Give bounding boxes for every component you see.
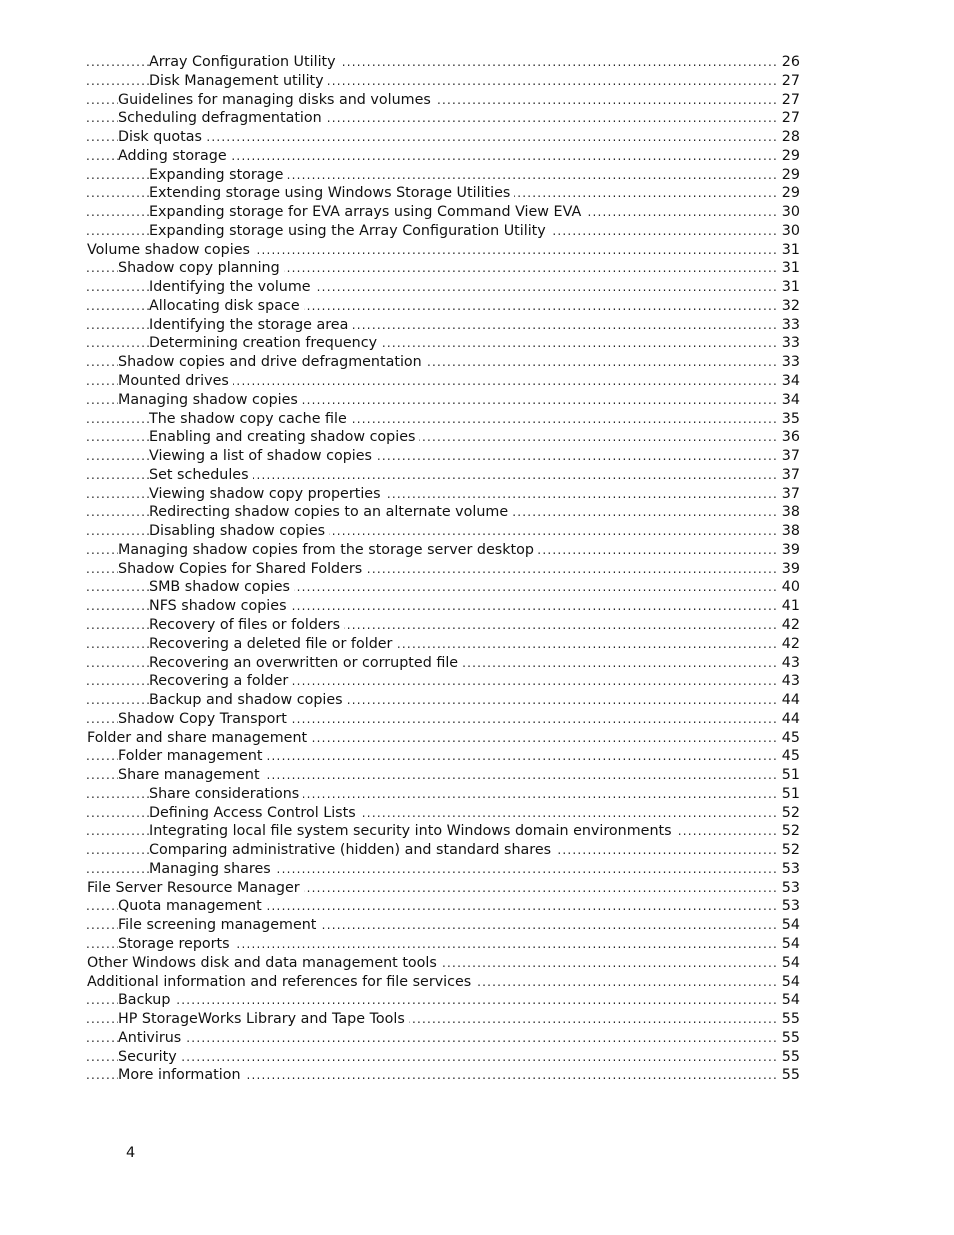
toc-entry[interactable] <box>0 560 954 579</box>
toc-entry-title[interactable]: Disabling shadow copies <box>149 522 329 541</box>
toc-entry-title[interactable]: Scheduling defragmentation <box>118 109 326 128</box>
toc-entry-page-number[interactable]: 45 <box>776 729 800 748</box>
toc-entry-title[interactable]: Quota management <box>118 897 266 916</box>
toc-entry-title[interactable]: Allocating disk space <box>149 297 304 316</box>
toc-entry[interactable] <box>0 503 954 522</box>
toc-entry-title[interactable]: Shadow Copies for Shared Folders <box>118 560 366 579</box>
toc-entry-page-number[interactable]: 27 <box>776 72 800 91</box>
toc-entry[interactable] <box>0 485 954 504</box>
toc-entry-title[interactable]: Adding storage <box>118 147 231 166</box>
toc-entry-page-number[interactable]: 51 <box>776 785 800 804</box>
toc-entry[interactable] <box>0 578 954 597</box>
toc-entry[interactable] <box>0 147 954 166</box>
toc-entry[interactable] <box>0 353 954 372</box>
toc-entry-page-number[interactable]: 53 <box>776 860 800 879</box>
toc-entry-page-number[interactable]: 42 <box>776 616 800 635</box>
toc-entry[interactable] <box>0 973 954 992</box>
toc-entry-title[interactable]: Volume shadow copies <box>87 241 254 260</box>
dot-leader <box>86 991 779 1010</box>
toc-entry[interactable] <box>0 241 954 260</box>
toc-entry-title[interactable]: Antivirus <box>118 1029 185 1048</box>
toc-entry-page-number[interactable]: 36 <box>776 428 800 447</box>
toc-entry-title[interactable]: NFS shadow copies <box>149 597 291 616</box>
toc-entry-page-number[interactable]: 27 <box>776 91 800 110</box>
toc-entry-page-number[interactable]: 52 <box>776 804 800 823</box>
toc-entry-page-number[interactable]: 55 <box>776 1010 800 1029</box>
toc-entry[interactable] <box>0 1010 954 1029</box>
toc-entry[interactable] <box>0 184 954 203</box>
toc-entry-title[interactable]: Shadow copies and drive defragmentation <box>118 353 426 372</box>
toc-entry-page-number[interactable]: 33 <box>776 316 800 335</box>
toc-entry-title[interactable]: Redirecting shadow copies to an alternate volume <box>149 503 512 522</box>
toc-entry[interactable] <box>0 785 954 804</box>
toc-entry-page-number[interactable]: 30 <box>776 222 800 241</box>
toc-entry-page-number[interactable]: 45 <box>776 747 800 766</box>
toc-entry-title[interactable]: Mounted drives <box>118 372 233 391</box>
toc-entry-title[interactable]: Identifying the storage area <box>149 316 352 335</box>
toc-entry[interactable] <box>0 466 954 485</box>
toc-entry-title[interactable]: Guidelines for managing disks and volumes <box>118 91 435 110</box>
toc-entry[interactable] <box>0 391 954 410</box>
toc-entry[interactable] <box>0 935 954 954</box>
toc-entry-page-number[interactable]: 33 <box>776 334 800 353</box>
toc-entry-page-number[interactable]: 30 <box>776 203 800 222</box>
toc-entry-page-number[interactable]: 29 <box>776 184 800 203</box>
toc-entry-title[interactable]: File screening management <box>118 916 320 935</box>
toc-entry-page-number[interactable]: 33 <box>776 353 800 372</box>
toc-entry-title[interactable]: Additional information and references for file services <box>87 973 475 992</box>
toc-entry-title[interactable]: SMB shadow copies <box>149 578 294 597</box>
toc-entry-title[interactable]: Determining creation frequency <box>149 334 381 353</box>
toc-entry-page-number[interactable]: 54 <box>776 973 800 992</box>
toc-entry[interactable] <box>0 710 954 729</box>
toc-entry-title[interactable]: Defining Access Control Lists <box>149 804 360 823</box>
toc-entry-title[interactable]: Integrating local file system security into Windows domain environments <box>149 822 676 841</box>
toc-entry-page-number[interactable]: 51 <box>776 766 800 785</box>
toc-entry-title[interactable]: Storage reports <box>118 935 234 954</box>
toc-entry[interactable] <box>0 822 954 841</box>
toc-entry-title[interactable]: Folder management <box>118 747 267 766</box>
toc-entry-page-number[interactable]: 31 <box>776 241 800 260</box>
toc-entry[interactable] <box>0 916 954 935</box>
toc-entry-page-number[interactable]: 54 <box>776 935 800 954</box>
toc-entry-title[interactable]: HP StorageWorks Library and Tape Tools <box>118 1010 409 1029</box>
toc-entry-title[interactable]: Viewing shadow copy properties <box>149 485 385 504</box>
toc-entry-page-number[interactable]: 29 <box>776 147 800 166</box>
toc-entry-page-number[interactable]: 41 <box>776 597 800 616</box>
toc-entry[interactable] <box>0 410 954 429</box>
toc-entry-page-number[interactable]: 35 <box>776 410 800 429</box>
toc-entry-page-number[interactable]: 55 <box>776 1029 800 1048</box>
toc-entry-page-number[interactable]: 44 <box>776 691 800 710</box>
toc-entry-title[interactable]: Disk Management utility <box>149 72 328 91</box>
toc-entry[interactable] <box>0 259 954 278</box>
toc-entry-page-number[interactable]: 37 <box>776 447 800 466</box>
toc-entry-title[interactable]: Expanding storage for EVA arrays using Command View EVA <box>149 203 585 222</box>
toc-entry[interactable] <box>0 672 954 691</box>
toc-entry-page-number[interactable]: 42 <box>776 635 800 654</box>
toc-entry[interactable] <box>0 278 954 297</box>
toc-entry[interactable] <box>0 297 954 316</box>
toc-entry-title[interactable]: Security <box>118 1048 181 1067</box>
toc-entry-page-number[interactable]: 37 <box>776 485 800 504</box>
toc-entry-title[interactable]: Share management <box>118 766 264 785</box>
toc-entry[interactable] <box>0 128 954 147</box>
toc-entry-title[interactable]: Identifying the volume <box>149 278 315 297</box>
toc-entry[interactable] <box>0 428 954 447</box>
toc-entry[interactable] <box>0 1066 954 1085</box>
toc-entry-page-number[interactable]: 39 <box>776 541 800 560</box>
page-number: 4 <box>126 1145 136 1161</box>
toc-entry-page-number[interactable]: 38 <box>776 503 800 522</box>
toc-entry[interactable] <box>0 860 954 879</box>
dot-leader <box>86 1048 779 1067</box>
toc-entry[interactable] <box>0 897 954 916</box>
toc-entry[interactable] <box>0 53 954 72</box>
toc-entry-page-number[interactable]: 34 <box>776 391 800 410</box>
toc-entry-page-number[interactable]: 26 <box>776 53 800 72</box>
toc-entry[interactable] <box>0 747 954 766</box>
toc-entry-title[interactable]: Managing shares <box>149 860 275 879</box>
toc-entry-title[interactable]: The shadow copy cache file <box>149 410 351 429</box>
toc-entry-title[interactable]: Folder and share management <box>87 729 311 748</box>
toc-entry-page-number[interactable]: 29 <box>776 166 800 185</box>
toc-entry[interactable] <box>0 841 954 860</box>
toc-entry-page-number[interactable]: 32 <box>776 297 800 316</box>
toc-entry[interactable] <box>0 616 954 635</box>
toc-entry[interactable] <box>0 72 954 91</box>
toc-entry-page-number[interactable]: 53 <box>776 879 800 898</box>
toc-entry[interactable] <box>0 222 954 241</box>
toc-entry-title[interactable]: Expanding storage using the Array Configuration Utility <box>149 222 550 241</box>
toc-entry-page-number[interactable]: 53 <box>776 897 800 916</box>
toc-entry[interactable] <box>0 109 954 128</box>
toc-entry-title[interactable]: Share considerations <box>149 785 303 804</box>
toc-entry-page-number[interactable]: 31 <box>776 278 800 297</box>
toc-entry[interactable] <box>0 203 954 222</box>
toc-entry-page-number[interactable]: 38 <box>776 522 800 541</box>
toc-entry-title[interactable]: Other Windows disk and data management tools <box>87 954 441 973</box>
toc-entry[interactable] <box>0 879 954 898</box>
toc-entry-page-number[interactable]: 43 <box>776 672 800 691</box>
toc-entry-page-number[interactable]: 39 <box>776 560 800 579</box>
toc-entry-page-number[interactable]: 52 <box>776 822 800 841</box>
toc-entry-title[interactable]: Recovering a deleted file or folder <box>149 635 396 654</box>
toc-entry[interactable] <box>0 991 954 1010</box>
toc-entry[interactable] <box>0 635 954 654</box>
toc-entry-page-number[interactable]: 54 <box>776 991 800 1010</box>
toc-entry-title[interactable]: Managing shadow copies <box>118 391 302 410</box>
toc-entry-page-number[interactable]: 52 <box>776 841 800 860</box>
toc-entry-page-number[interactable]: 28 <box>776 128 800 147</box>
toc-entry-title[interactable]: Managing shadow copies from the storage server desktop <box>118 541 538 560</box>
toc-entry-title[interactable]: File Server Resource Manager <box>87 879 304 898</box>
toc-entry-page-number[interactable]: 34 <box>776 372 800 391</box>
toc-entry-title[interactable]: Shadow Copy Transport <box>118 710 291 729</box>
toc-entry-page-number[interactable]: 54 <box>776 954 800 973</box>
toc-entry[interactable] <box>0 804 954 823</box>
toc-entry-title[interactable]: Recovering an overwritten or corrupted file <box>149 654 462 673</box>
toc-entry[interactable] <box>0 654 954 673</box>
toc-entry-title[interactable]: Viewing a list of shadow copies <box>149 447 376 466</box>
toc-entry-title[interactable]: Recovering a folder <box>149 672 292 691</box>
toc-entry[interactable] <box>0 1029 954 1048</box>
toc-entry-title[interactable]: Recovery of files or folders <box>149 616 344 635</box>
toc-entry[interactable] <box>0 954 954 973</box>
dot-leader <box>86 1029 779 1048</box>
toc-entry-title[interactable]: More information <box>118 1066 245 1085</box>
toc-entry[interactable] <box>0 91 954 110</box>
toc-entry[interactable] <box>0 372 954 391</box>
toc-entry-page-number[interactable]: 44 <box>776 710 800 729</box>
toc-entry-title[interactable]: Comparing administrative (hidden) and standard shares <box>149 841 555 860</box>
toc-entry[interactable] <box>0 522 954 541</box>
toc-entry[interactable] <box>0 334 954 353</box>
toc-entry[interactable] <box>0 447 954 466</box>
toc-entry-title[interactable]: Disk quotas <box>118 128 206 147</box>
toc-entry-page-number[interactable]: 55 <box>776 1066 800 1085</box>
toc-entry-title[interactable]: Backup <box>118 991 174 1010</box>
toc-entry[interactable] <box>0 597 954 616</box>
toc-entry-title[interactable]: Enabling and creating shadow copies <box>149 428 419 447</box>
toc-entry[interactable] <box>0 691 954 710</box>
toc-entry-page-number[interactable]: 55 <box>776 1048 800 1067</box>
table-of-contents <box>0 53 954 1085</box>
toc-entry[interactable] <box>0 541 954 560</box>
toc-entry-page-number[interactable]: 54 <box>776 916 800 935</box>
toc-entry-page-number[interactable]: 27 <box>776 109 800 128</box>
toc-entry-page-number[interactable]: 31 <box>776 259 800 278</box>
toc-entry[interactable] <box>0 766 954 785</box>
toc-entry-page-number[interactable]: 37 <box>776 466 800 485</box>
toc-entry-page-number[interactable]: 40 <box>776 578 800 597</box>
toc-entry-title[interactable]: Set schedules <box>149 466 253 485</box>
toc-entry-title[interactable]: Shadow copy planning <box>118 259 284 278</box>
toc-entry[interactable] <box>0 316 954 335</box>
toc-entry-title[interactable]: Extending storage using Windows Storage Utilities <box>149 184 514 203</box>
toc-entry-title[interactable]: Backup and shadow copies <box>149 691 347 710</box>
toc-entry[interactable] <box>0 1048 954 1067</box>
toc-entry-title[interactable]: Expanding storage <box>149 166 287 185</box>
toc-entry[interactable] <box>0 729 954 748</box>
toc-entry-page-number[interactable]: 43 <box>776 654 800 673</box>
toc-entry[interactable] <box>0 166 954 185</box>
toc-entry-title[interactable]: Array Configuration Utility <box>149 53 340 72</box>
